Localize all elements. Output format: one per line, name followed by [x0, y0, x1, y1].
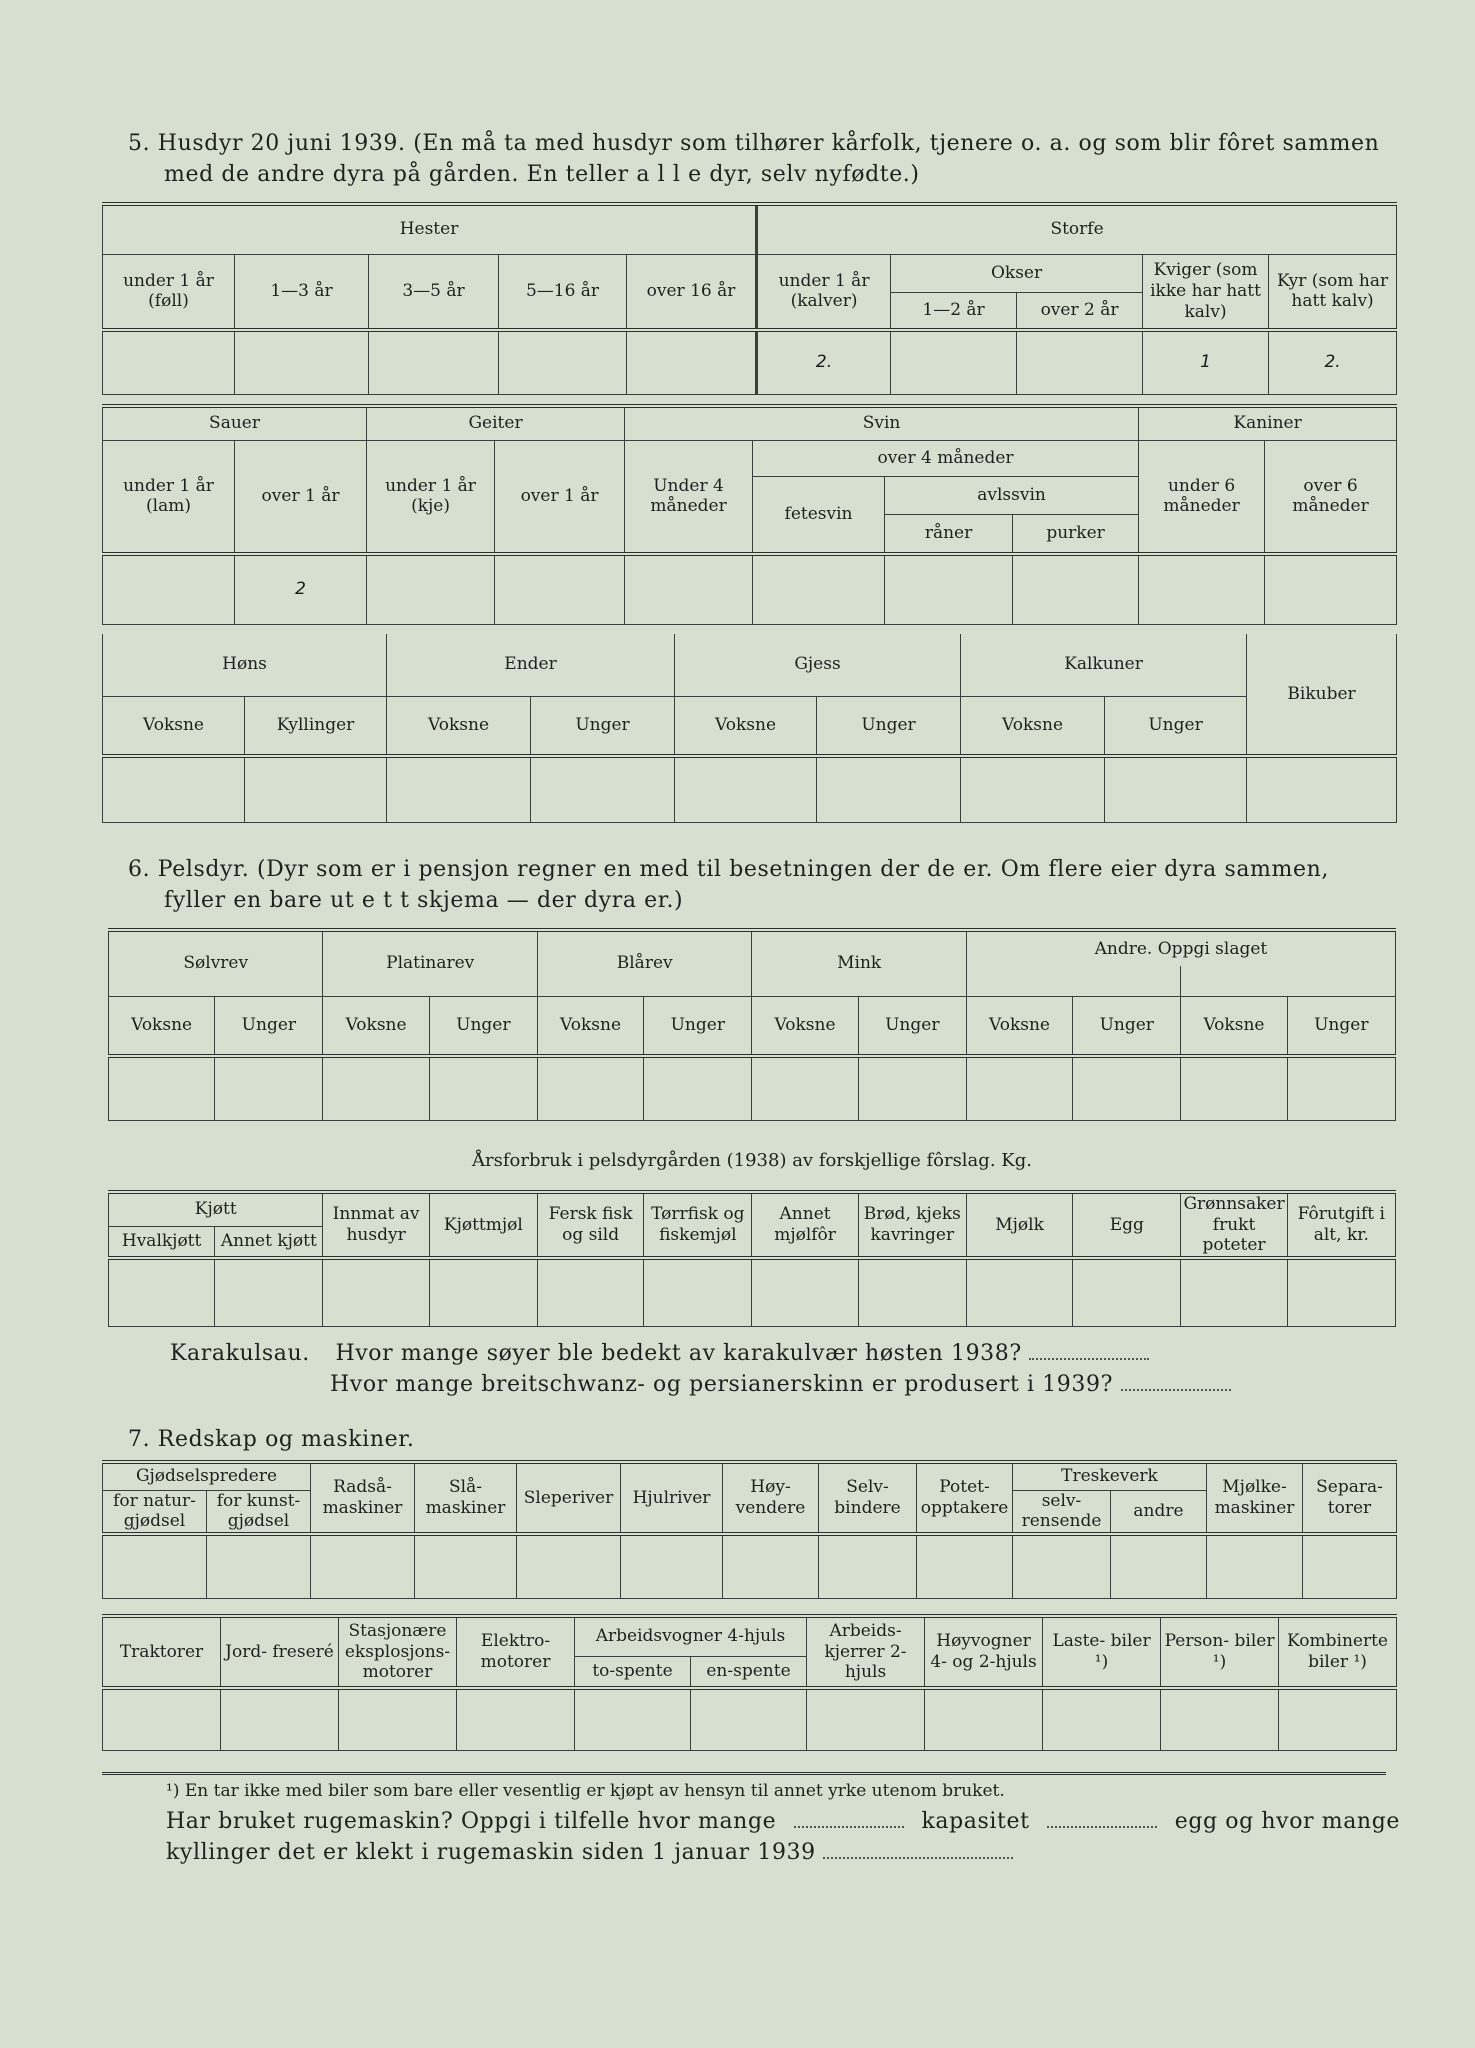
karakul-question-1: Hvor mange søyer ble bedekt av karakulvær høsten 1938?	[335, 1341, 1022, 1366]
entry-cell[interactable]	[966, 1056, 1072, 1120]
entry-cell[interactable]	[339, 1688, 457, 1750]
entry-cell[interactable]	[387, 756, 531, 822]
entry-cell[interactable]	[1013, 554, 1139, 624]
entry-cell[interactable]	[221, 1688, 339, 1750]
elektro-header: Elektro- motorer	[457, 1616, 575, 1688]
ender-unger: Unger	[531, 696, 675, 756]
hester-under1: under 1 år (føll)	[103, 254, 235, 330]
entry-cell[interactable]	[323, 1258, 429, 1326]
forutgift-header: Fôrutgift i alt, kr.	[1287, 1192, 1395, 1258]
entry-cell[interactable]	[1181, 1056, 1287, 1120]
entry-cell[interactable]	[675, 756, 817, 822]
potet-header: Potet- opptakere	[917, 1462, 1013, 1534]
entry-cell[interactable]	[752, 1258, 858, 1326]
gjess-voksne: Voksne	[675, 696, 817, 756]
kjottmjol-header: Kjøttmjøl	[429, 1192, 537, 1258]
entry-cell[interactable]	[109, 1258, 215, 1326]
entry-cell[interactable]	[621, 1534, 723, 1598]
ruge-kyllinger-field[interactable]	[823, 1857, 1013, 1859]
mink-header: Mink	[752, 930, 966, 996]
geiter-over1: over 1 år	[495, 440, 625, 554]
entry-cell[interactable]	[367, 554, 495, 624]
entry-cell[interactable]	[323, 1056, 429, 1120]
kalver-value[interactable]: 2.	[757, 330, 891, 394]
personbiler-header: Person- biler ¹)	[1161, 1616, 1279, 1688]
geiter-under1: under 1 år (kje)	[367, 440, 495, 554]
entry-cell[interactable]	[691, 1688, 807, 1750]
gronnsaker-header: Grønnsaker frukt poteter	[1181, 1192, 1287, 1258]
entry-cell[interactable]	[575, 1688, 691, 1750]
entry-cell[interactable]	[1105, 756, 1247, 822]
andre2-unger: Unger	[1287, 996, 1395, 1056]
entry-cell[interactable]	[858, 1056, 966, 1120]
kaniner-under6: under 6 måneder	[1139, 440, 1265, 554]
hester-over16: over 16 år	[627, 254, 757, 330]
section5-heading	[128, 128, 1418, 190]
sauer-over1-value[interactable]: 2	[235, 554, 367, 624]
okser-over2: over 2 år	[1017, 292, 1143, 330]
entry-cell[interactable]	[807, 1688, 925, 1750]
entry-cell[interactable]	[917, 1534, 1013, 1598]
karakul-block	[170, 1338, 1400, 1400]
section5-heading-line1: 5. Husdyr 20 juni 1939. (En må ta med husdyr som tilhører kårfolk, tjenere o. a. og som blir fôret sammen	[128, 131, 1380, 156]
gjess-unger: Unger	[817, 696, 961, 756]
entry-cell[interactable]	[723, 1534, 819, 1598]
geiter-header: Geiter	[367, 406, 625, 440]
kaniner-header: Kaniner	[1139, 406, 1397, 440]
innmat-header: Innmat av husdyr	[323, 1192, 429, 1258]
entry-cell[interactable]	[235, 330, 369, 394]
sla-header: Slå- maskiner	[415, 1462, 517, 1534]
entry-cell[interactable]	[752, 1056, 858, 1120]
entry-cell[interactable]	[817, 756, 961, 822]
blarev-unger: Unger	[644, 996, 752, 1056]
separatorer-header: Separa- torer	[1303, 1462, 1397, 1534]
platinarev-unger: Unger	[429, 996, 537, 1056]
traktorer-header: Traktorer	[103, 1616, 221, 1688]
svin-header: Svin	[625, 406, 1139, 440]
entry-cell[interactable]	[885, 554, 1013, 624]
andre-header: Andre. Oppgi slaget	[966, 930, 1395, 966]
karakul-label: Karakulsau.	[170, 1341, 310, 1366]
ruge-question-1-end: egg og hvor mange	[1174, 1809, 1401, 1834]
hester-header: Hester	[103, 204, 757, 254]
section7-heading: 7. Redskap og maskiner.	[128, 1427, 415, 1452]
entry-cell[interactable]	[966, 1258, 1072, 1326]
andre2-voksne: Voksne	[1181, 996, 1287, 1056]
annet-mjol-header: Annet mjølfôr	[752, 1192, 858, 1258]
egg-header: Egg	[1073, 1192, 1181, 1258]
kyr-value[interactable]: 2.	[1269, 330, 1397, 394]
kviger-header: Kviger (som ikke har hatt kalv)	[1143, 254, 1269, 330]
entry-cell[interactable]	[1303, 1534, 1397, 1598]
entry-cell[interactable]	[925, 1688, 1043, 1750]
lastebiler-header: Laste- biler ¹)	[1043, 1616, 1161, 1688]
entry-cell[interactable]	[891, 330, 1017, 394]
entry-cell[interactable]	[207, 1534, 311, 1598]
kyr-header: Kyr (som har hatt kalv)	[1269, 254, 1397, 330]
raner-header: råner	[885, 514, 1013, 554]
hester-5-16: 5—16 år	[499, 254, 627, 330]
mink-unger: Unger	[858, 996, 966, 1056]
entry-cell[interactable]	[1073, 1056, 1181, 1120]
hjulriver-header: Hjulriver	[621, 1462, 723, 1534]
entry-cell[interactable]	[537, 1056, 643, 1120]
hons-kyllinger: Kyllinger	[245, 696, 387, 756]
entry-cell[interactable]	[429, 1056, 537, 1120]
gjess-header: Gjess	[675, 634, 961, 696]
kviger-value[interactable]: 1	[1143, 330, 1269, 394]
entry-cell[interactable]	[1043, 1688, 1161, 1750]
blarev-voksne: Voksne	[537, 996, 643, 1056]
entry-cell[interactable]	[495, 554, 625, 624]
table-redskap	[102, 1460, 1397, 1599]
svin-over4: over 4 måneder	[753, 440, 1139, 476]
hester-3-5: 3—5 år	[369, 254, 499, 330]
bikuber-header: Bikuber	[1247, 634, 1397, 756]
entry-cell[interactable]	[1181, 1258, 1287, 1326]
tresk-andre: andre	[1111, 1490, 1207, 1534]
okser-header: Okser	[891, 254, 1143, 292]
entry-cell[interactable]	[517, 1534, 621, 1598]
entry-cell[interactable]	[1287, 1056, 1395, 1120]
entry-cell[interactable]	[1013, 1534, 1111, 1598]
entry-cell[interactable]	[819, 1534, 917, 1598]
entry-cell[interactable]	[1207, 1534, 1303, 1598]
torrfisk-header: Tørrfisk og fiskemjøl	[644, 1192, 752, 1258]
annet-kjott-header: Annet kjøtt	[215, 1226, 323, 1258]
kaniner-over6: over 6 måneder	[1265, 440, 1397, 554]
entry-cell[interactable]	[103, 330, 235, 394]
solvrev-header: Sølvrev	[109, 930, 323, 996]
to-spente-header: to-spente	[575, 1656, 691, 1688]
brod-header: Brød, kjeks kavringer	[858, 1192, 966, 1258]
section6-heading-line2: fyller en bare ut e t t skjema — der dyra er.)	[164, 888, 684, 914]
platinarev-header: Platinarev	[323, 930, 537, 996]
ruge-question-2: kyllinger det er klekt i rugemaskin siden 1 januar 1939	[166, 1840, 816, 1866]
purker-header: purker	[1013, 514, 1139, 554]
entry-cell[interactable]	[215, 1056, 323, 1120]
andre-slag-1[interactable]	[966, 966, 1180, 996]
sauer-under1: under 1 år (lam)	[103, 440, 235, 554]
solvrev-unger: Unger	[215, 996, 323, 1056]
footnote: ¹) En tar ikke med biler som bare eller vesentlig er kjøpt av hensyn til annet yrke utenom bruket.	[102, 1772, 1386, 1801]
forbruk-title: Årsforbruk i pelsdyrgården (1938) av forskjellige fôrslag. Kg.	[472, 1150, 1032, 1171]
entry-cell[interactable]	[1265, 554, 1397, 624]
gjodsel-kunst: for kunst- gjødsel	[207, 1490, 311, 1534]
entry-cell[interactable]	[245, 756, 387, 822]
okser-1-2: 1—2 år	[891, 292, 1017, 330]
entry-cell[interactable]	[311, 1534, 415, 1598]
en-spente-header: en-spente	[691, 1656, 807, 1688]
avlssvin-header: avlssvin	[885, 476, 1139, 514]
hvalkjott-header: Hvalkjøtt	[109, 1226, 215, 1258]
hoyvogner-header: Høyvogner 4- og 2-hjuls	[925, 1616, 1043, 1688]
tresk-selvrensende: selv- rensende	[1013, 1490, 1111, 1534]
entry-cell[interactable]	[858, 1258, 966, 1326]
fersk-fisk-header: Fersk fisk og sild	[537, 1192, 643, 1258]
ruge-kapasitet-label: kapasitet	[921, 1809, 1030, 1834]
storfe-header: Storfe	[757, 204, 1397, 254]
entry-cell[interactable]	[103, 1688, 221, 1750]
entry-cell[interactable]	[1161, 1688, 1279, 1750]
kombinerte-header: Kombinerte biler ¹)	[1279, 1616, 1397, 1688]
entry-cell[interactable]	[1247, 756, 1397, 822]
section6-heading	[128, 854, 1418, 916]
karakul-answer-2[interactable]	[1121, 1389, 1231, 1391]
entry-cell[interactable]	[1111, 1534, 1207, 1598]
karakul-answer-1[interactable]	[1029, 1358, 1149, 1360]
entry-cell[interactable]	[415, 1534, 517, 1598]
fetesvin-header: fetesvin	[753, 476, 885, 554]
entry-cell[interactable]	[625, 554, 753, 624]
entry-cell[interactable]	[215, 1258, 323, 1326]
kalkuner-unger: Unger	[1105, 696, 1247, 756]
rugemaskin-block	[166, 1806, 1406, 1868]
table-hester-storfe	[102, 202, 1397, 395]
sauer-header: Sauer	[103, 406, 367, 440]
andre-slag-2[interactable]	[1181, 966, 1396, 996]
entry-cell[interactable]	[1073, 1258, 1181, 1326]
karakul-question-2: Hvor mange breitschwanz- og persianerskinn er produsert i 1939?	[330, 1372, 1113, 1398]
entry-cell[interactable]	[369, 330, 499, 394]
table-pelsdyr	[108, 928, 1396, 1121]
entry-cell[interactable]	[1287, 1258, 1395, 1326]
solvrev-voksne: Voksne	[109, 996, 215, 1056]
andre1-voksne: Voksne	[966, 996, 1072, 1056]
table-vogner	[102, 1614, 1397, 1751]
table-forbruk	[108, 1190, 1396, 1327]
svin-under4: Under 4 måneder	[625, 440, 753, 554]
entry-cell[interactable]	[644, 1258, 752, 1326]
gjodsel-header: Gjødselspredere	[103, 1462, 311, 1490]
entry-cell[interactable]	[537, 1258, 643, 1326]
hoyvendere-header: Høy- vendere	[723, 1462, 819, 1534]
entry-cell[interactable]	[1139, 554, 1265, 624]
entry-cell[interactable]	[103, 554, 235, 624]
entry-cell[interactable]	[429, 1258, 537, 1326]
table-fjaerfe	[102, 634, 1397, 823]
section5-heading-line2: med de andre dyra på gården. En teller a l l e dyr, selv nyfødte.)	[164, 162, 920, 188]
entry-cell[interactable]	[961, 756, 1105, 822]
stasjonaere-header: Stasjonære eksplosjons- motorer	[339, 1616, 457, 1688]
entry-cell[interactable]	[457, 1688, 575, 1750]
hons-header: Høns	[103, 634, 387, 696]
mjolk-header: Mjølk	[966, 1192, 1072, 1258]
entry-cell[interactable]	[627, 330, 757, 394]
radsa-header: Radså- maskiner	[311, 1462, 415, 1534]
entry-cell[interactable]	[644, 1056, 752, 1120]
sauer-over1: over 1 år	[235, 440, 367, 554]
jordfresere-header: Jord- freseré	[221, 1616, 339, 1688]
entry-cell[interactable]	[499, 330, 627, 394]
gjodsel-natur: for natur- gjødsel	[103, 1490, 207, 1534]
ruge-question-1: Har bruket rugemaskin? Oppgi i tilfelle hvor mange	[166, 1809, 777, 1834]
section6-heading-line1: 6. Pelsdyr. (Dyr som er i pensjon regner en med til besetningen der de er. Om flere eier dyra sammen,	[128, 857, 1329, 882]
mjolkemask-header: Mjølke- maskiner	[1207, 1462, 1303, 1534]
platinarev-voksne: Voksne	[323, 996, 429, 1056]
ruge-kapasitet-field[interactable]	[1047, 1826, 1157, 1828]
treskeverk-header: Treskeverk	[1013, 1462, 1207, 1490]
kjott-header: Kjøtt	[109, 1192, 323, 1226]
hons-voksne: Voksne	[103, 696, 245, 756]
arbeidskjerrer-header: Arbeids- kjerrer 2-hjuls	[807, 1616, 925, 1688]
blarev-header: Blårev	[537, 930, 751, 996]
ender-header: Ender	[387, 634, 675, 696]
table-sauer-svin	[102, 404, 1397, 625]
entry-cell[interactable]	[1279, 1688, 1397, 1750]
entry-cell[interactable]	[531, 756, 675, 822]
selvbindere-header: Selv- bindere	[819, 1462, 917, 1534]
entry-cell[interactable]	[103, 756, 245, 822]
mink-voksne: Voksne	[752, 996, 858, 1056]
arbeidsvogner-header: Arbeidsvogner 4-hjuls	[575, 1616, 807, 1656]
sleperiver-header: Sleperiver	[517, 1462, 621, 1534]
entry-cell[interactable]	[1017, 330, 1143, 394]
entry-cell[interactable]	[109, 1056, 215, 1120]
ruge-antall-field[interactable]	[794, 1826, 904, 1828]
entry-cell[interactable]	[103, 1534, 207, 1598]
entry-cell[interactable]	[753, 554, 885, 624]
andre1-unger: Unger	[1073, 996, 1181, 1056]
storfe-kalver: under 1 år (kalver)	[757, 254, 891, 330]
kalkuner-voksne: Voksne	[961, 696, 1105, 756]
hester-1-3: 1—3 år	[235, 254, 369, 330]
ender-voksne: Voksne	[387, 696, 531, 756]
kalkuner-header: Kalkuner	[961, 634, 1247, 696]
